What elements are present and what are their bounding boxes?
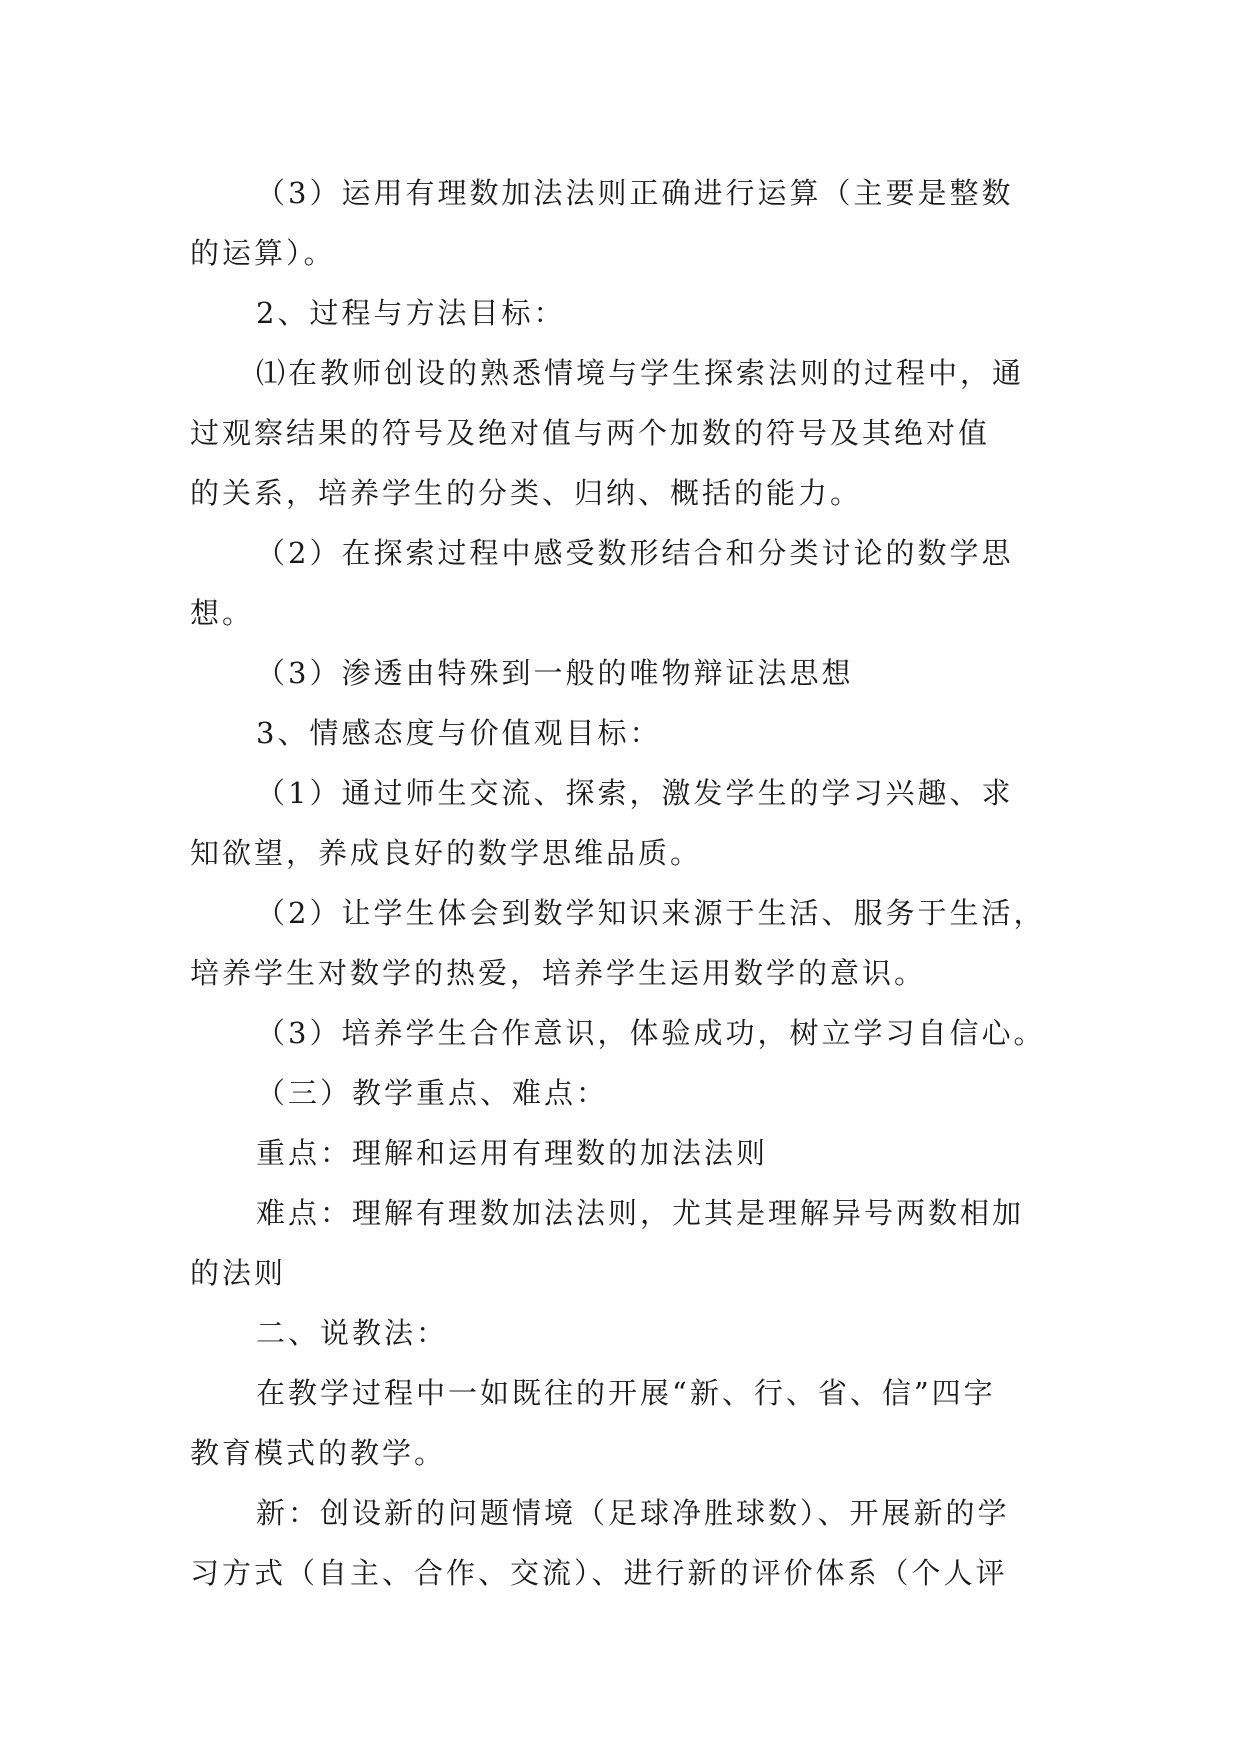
- section-heading: 2、过程与方法目标：: [256, 296, 566, 330]
- paragraph-line: （3）运用有理数加法法则正确进行运算（主要是整数: [256, 176, 1014, 210]
- paragraph-line: 难点：理解有理数加法法则，尤其是理解异号两数相加: [256, 1196, 1025, 1230]
- paragraph-line: （3）渗透由特殊到一般的唯物辩证法思想: [256, 656, 854, 690]
- paragraph-line: 的关系，培养学生的分类、归纳、概括的能力。: [190, 476, 863, 510]
- paragraph-line: 在教学过程中一如既往的开展“新、行、省、信”四字: [256, 1376, 996, 1410]
- paragraph-line: ⑴在教师创设的熟悉情境与学生探索法则的过程中，通: [256, 356, 1025, 390]
- paragraph-line: 想。: [190, 596, 255, 630]
- paragraph-line: 的运算）。: [190, 236, 336, 270]
- paragraph-line: 培养学生对数学的热爱，培养学生运用数学的意识。: [190, 956, 927, 990]
- paragraph-line: （3）培养学生合作意识，体验成功，树立学习自信心。: [256, 1016, 1046, 1050]
- document-body: [190, 163, 1060, 1603]
- paragraph-line: 重点：理解和运用有理数的加法法则: [256, 1136, 769, 1170]
- section-heading: 3、情感态度与价值观目标：: [256, 716, 662, 750]
- paragraph-line: （1）通过师生交流、探索，激发学生的学习兴趣、求: [256, 776, 1014, 810]
- paragraph-line: 习方式（自主、合作、交流）、进行新的评价体系（个人评: [190, 1556, 1008, 1590]
- section-heading: （三）教学重点、难点：: [256, 1076, 609, 1110]
- paragraph-line: 新：创设新的问题情境（足球净胜球数）、开展新的学: [256, 1496, 1010, 1530]
- paragraph-line: 过观察结果的符号及绝对值与两个加数的符号及其绝对值: [190, 416, 991, 450]
- paragraph-line: 知欲望，养成良好的数学思维品质。: [190, 836, 703, 870]
- section-heading: 二、说教法：: [256, 1316, 449, 1350]
- paragraph-line: 教育模式的教学。: [190, 1436, 447, 1470]
- paragraph-line: （2）在探索过程中感受数形结合和分类讨论的数学思: [256, 536, 1014, 570]
- paragraph-line: 的法则: [190, 1256, 287, 1290]
- paragraph-line: （2）让学生体会到数学知识来源于生活、服务于生活，: [256, 896, 1046, 930]
